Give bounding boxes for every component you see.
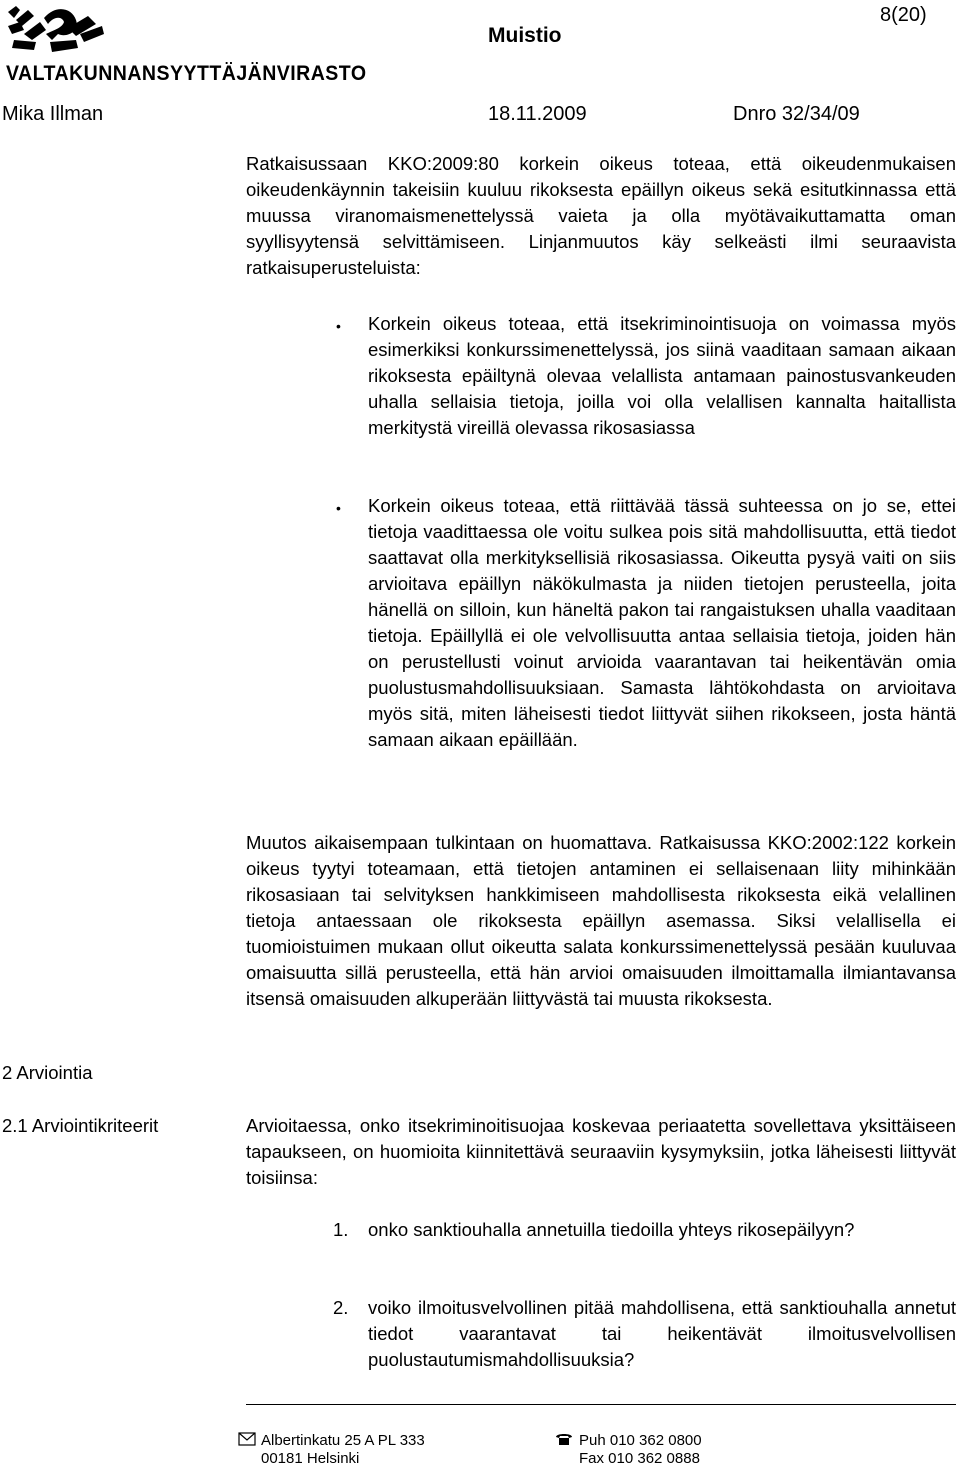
lion-emblem-icon	[6, 4, 106, 56]
document-date: 18.11.2009	[488, 103, 587, 125]
question-number: 1.	[333, 1219, 349, 1240]
change-paragraph: Muutos aikaisempaan tulkintaan on huomattava. Ratkaisussa KKO:2002:122 korkein oikeus tyytyi toteamaan, että tietojen antaminen ei sellaisenaan liity mihinkään rikosasiaan tai selvityksen hankkimiseen mahdollisesta rikoksesta eikä velallinen tietoja antaessaan ole rikoksesta epäillyn asemassa. Siksi velallisella ei tuomioistuimen mukaan ollut oikeutta salata konkurssimenettelyssä pesään kuuluvaa omaisuutta sillä perusteella, että hän arvioi omaisuuden ilmoittamalla ilmiantavansa itsensä omaisuuden alkuperään liittyvästä tai muusta rikoksesta.	[246, 832, 956, 1009]
footer-divider	[246, 1404, 956, 1405]
footer-phone: Puh 010 362 0800	[579, 1432, 702, 1449]
footer-address: Albertinkatu 25 A PL 333	[261, 1432, 425, 1449]
envelope-icon	[238, 1432, 256, 1451]
bullet-icon: •	[336, 318, 341, 334]
subsection-heading: 2.1 Arviointikriteerit	[2, 1115, 159, 1136]
question-number: 2.	[333, 1297, 349, 1318]
bullet-icon: •	[336, 500, 341, 516]
section-heading: 2 Arviointia	[2, 1062, 93, 1083]
bullet-item: Korkein oikeus toteaa, että itsekriminointisuoja on voimassa myös esimerkiksi konkurssimenettelyssä, jos siinä vaaditaan samaan aikaan rikoksesta epäiltynä olevaa velallista antamaan painostusvankeuden uhalla sellaisia tietoja, joilla voi olla velallisen kannalta haitallista merkitystä vireillä olevassa rikosasiassa	[368, 313, 956, 438]
org-logo	[6, 4, 106, 61]
author: Mika Illman	[2, 103, 104, 125]
document-type: Muistio	[488, 24, 562, 47]
phone-icon	[554, 1432, 574, 1451]
reference-number: Dnro 32/34/09	[733, 103, 860, 125]
footer-postal: 00181 Helsinki	[261, 1450, 360, 1467]
bullet-item: Korkein oikeus toteaa, että riittävää tässä suhteessa on jo se, ettei tietoja vaadittaessa ole voitu sulkea pois sitä mahdollisuutta, että tiedot saattavat olla merkityksellisiä rikosasiassa. Oikeutta pysyä vaiti on siis arvioitava epäillyn näkökulmasta ja niiden tietojen perusteella, joita hänellä on silloin, kun häneltä pakon tai rangaistuksen uhalla vaaditaan tietoja. Epäillyllä ei ole velvollisuutta antaa sellaisia tietoja, joiden hän on perustellusti voinut arvioida vaarantavan tai heikentävän omia puolustusmahdollisuuksiaan. Samasta lähtökohdasta on arvioitava myös sitä, miten läheisesti tiedot liittyvät siihen rikokseen, josta häntä samaan aikaan epäillään.	[368, 495, 956, 750]
footer-fax: Fax 010 362 0888	[579, 1450, 700, 1467]
org-name: VALTAKUNNANSYYTTÄJÄNVIRASTO	[6, 62, 367, 85]
assessment-paragraph: Arvioitaessa, onko itsekriminoitisuojaa koskevaa periaatetta sovellettava yksittäiseen tapaukseen, on huomioita kiinnitettävä seuraaviin kysymyksiin, jotka läheisesti liittyvät toisiinsa:	[246, 1115, 956, 1188]
page-number: 8(20)	[880, 4, 927, 26]
intro-paragraph: Ratkaisussaan KKO:2009:80 korkein oikeus toteaa, että oikeudenmukaisen oikeudenkäynnin takeisiin kuuluu rikoksesta epäillyn oikeus sekä esitutkinnassa että muussa viranomaismenettelyssä vaieta ja olla myötävaikuttamatta oman syyllisyytensä selvittämiseen. Linjanmuutos käy selkeästi ilmi seuraavista ratkaisuperusteluista:	[246, 153, 956, 278]
question-text: voiko ilmoitusvelvollinen pitää mahdollisena, että sanktiouhalla annetut tiedot vaarantavat tai heikentävät ilmoitusvelvollisen puolustautumismahdollisuuksia?	[368, 1297, 956, 1370]
question-text: onko sanktiouhalla annetuilla tiedoilla yhteys rikosepäilyyn?	[368, 1219, 855, 1240]
